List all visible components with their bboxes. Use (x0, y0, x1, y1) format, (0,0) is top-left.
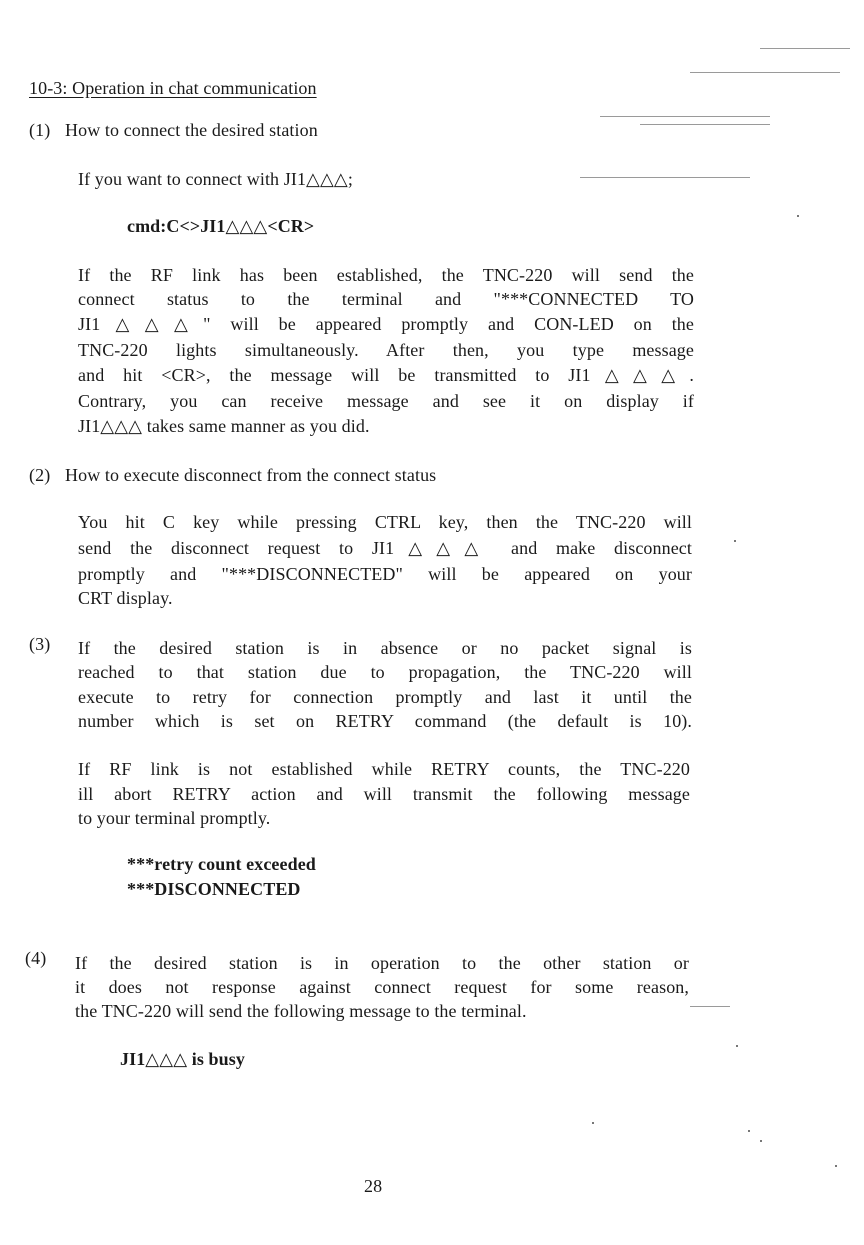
terminal-message: ***retry count exceeded (127, 854, 316, 874)
paragraph-line: JI1△△△" will be appeared promptly and CON-LED on the (78, 314, 694, 334)
paragraph-line: promptly and "***DISCONNECTED" will be appeared on your (78, 564, 692, 584)
scan-noise (600, 116, 770, 117)
item-title-1: How to connect the desired station (65, 120, 318, 140)
paragraph-line: Contrary, you can receive message and see it on display if (78, 391, 694, 411)
scan-noise (640, 124, 770, 125)
scan-noise (690, 72, 840, 73)
paragraph-line: You hit C key while pressing CTRL key, then the TNC-220 will (78, 512, 692, 532)
section-heading: 10-3: Operation in chat communication (29, 78, 317, 98)
paragraph-line: number which is set on RETRY command (the default is 10). (78, 711, 692, 731)
item-marker-3: (3) (29, 634, 51, 654)
paragraph-line: to your terminal promptly. (78, 808, 271, 828)
paragraph-line: reached to that station due to propagation, the TNC-220 will (78, 662, 692, 682)
scan-noise (760, 1140, 762, 1142)
terminal-message: ***DISCONNECTED (127, 879, 301, 899)
scan-noise (592, 1122, 594, 1124)
item-title-2: How to execute disconnect from the connect status (65, 465, 437, 485)
scan-noise (760, 48, 850, 49)
paragraph-line: JI1△△△ takes same manner as you did. (78, 416, 370, 436)
scan-noise (580, 177, 750, 178)
paragraph-line: If the RF link has been established, the TNC-220 will send the (78, 265, 694, 285)
paragraph-line: TNC-220 lights simultaneously. After then, you type message (78, 340, 694, 360)
item-marker-2: (2) (29, 465, 51, 485)
paragraph-line: the TNC-220 will send the following message to the terminal. (75, 1001, 527, 1021)
scan-noise (690, 1006, 730, 1007)
terminal-message: JI1△△△ is busy (120, 1049, 245, 1069)
page-number: 28 (364, 1176, 383, 1196)
command-line: cmd:C<>JI1△△△<CR> (127, 216, 315, 236)
item-marker-4: (4) (25, 948, 47, 968)
scan-noise (734, 540, 736, 542)
paragraph-line: If the desired station is in operation to the other station or (75, 953, 689, 973)
paragraph-line: CRT display. (78, 588, 173, 608)
scan-noise (797, 215, 799, 217)
paragraph-line: it does not response against connect request for some reason, (75, 977, 689, 997)
paragraph-line: ill abort RETRY action and will transmit the following message (78, 784, 690, 804)
paragraph-line: If the desired station is in absence or no packet signal is (78, 638, 692, 658)
paragraph-line: If RF link is not established while RETRY counts, the TNC-220 (78, 759, 690, 779)
paragraph-line: execute to retry for connection promptly and last it until the (78, 687, 692, 707)
scan-noise (835, 1165, 837, 1167)
paragraph-line: and hit <CR>, the message will be transmitted to JI1△△△. (78, 365, 694, 385)
paragraph-line: send the disconnect request to JI1△△△ and make disconnect (78, 538, 692, 558)
item-marker-1: (1) (29, 120, 51, 140)
item-intro-1: If you want to connect with JI1△△△; (78, 169, 353, 189)
paragraph-line: connect status to the terminal and "***CONNECTED TO (78, 289, 694, 309)
scan-noise (748, 1130, 750, 1132)
scan-noise (736, 1045, 738, 1047)
